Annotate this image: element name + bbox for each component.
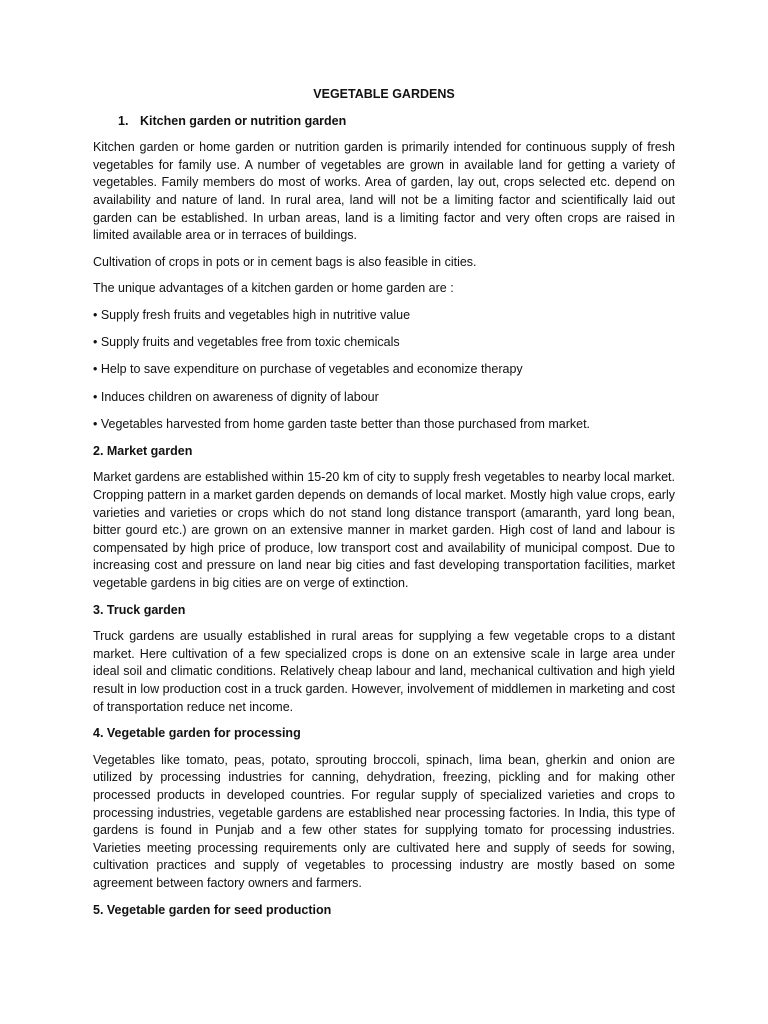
section-heading-text: Kitchen garden or nutrition garden xyxy=(140,113,347,128)
bullet-item: • Help to save expenditure on purchase of vegetables and economize therapy xyxy=(93,362,523,377)
document-title: VEGETABLE GARDENS xyxy=(313,87,455,101)
paragraph: Kitchen garden or home garden or nutrition garden is primarily intended for continuous supply of fresh vegetables for family use. A number of vegetables are grown in available land for getting a variety of vegetables. Family members do most of works. Area of garden, lay out, crops selected etc. depend on availability and nature of land. In rural area, land will not be a limiting factor and scientifically laid out garden can be established. In urban areas, land is a limiting factor and very often crops are raised in limited available area or in terraces of buildings. xyxy=(93,140,675,243)
bullet-item: • Supply fruits and vegetables free from toxic chemicals xyxy=(93,335,400,350)
bullet-item: • Supply fresh fruits and vegetables high in nutritive value xyxy=(93,307,411,322)
document-page xyxy=(93,86,675,928)
bullet-item: • Induces children on awareness of dignity of labour xyxy=(93,389,379,404)
paragraph: The unique advantages of a kitchen garden or home garden are : xyxy=(93,281,454,296)
section-heading-kitchen-garden xyxy=(118,113,675,131)
paragraph: Market gardens are established within 15-20 km of city to supply fresh vegetables to nearby local market. Cropping pattern in a market garden depends on demands of local market. Mostly high value crops, early varieties and varieties or crops which do not stand long distance transport (amaranth, yard long bean, bitter gourd etc.) are grown on an extensive manner in market garden. High cost of land and labour is compensated by high price of produce, low transport cost and availability of municipal compost. Due to increasing cost and pressure on land near big cities and fast developing transportation facilities, market vegetable gardens in big cities are on verge of extinction. xyxy=(93,470,675,591)
section-heading-market-garden: 2. Market garden xyxy=(93,443,193,458)
paragraph: Vegetables like tomato, peas, potato, sprouting broccoli, spinach, lima bean, gherkin and onion are utilized by processing industries for canning, dehydration, freezing, pickling and for making other processed products in developed countries. For regular supply of specialized varieties and crops to processing industries, vegetable gardens are established near processing factories. In India, this type of gardens is found in Punjab and a few other states for supplying tomato for processing industries. Varieties meeting processing requirements only are cultivated here and supply of seeds for sowing, cultivation practices and supply of vegetables to processing industry are mostly based on some agreement between factory owners and farmers. xyxy=(93,752,675,890)
bullet-item: • Vegetables harvested from home garden taste better than those purchased from market. xyxy=(93,416,591,431)
section-heading-seed-production: 5. Vegetable garden for seed production xyxy=(93,902,332,917)
section-number: 1. xyxy=(118,113,129,128)
section-heading-truck-garden: 3. Truck garden xyxy=(93,602,186,617)
section-heading-processing-garden: 4. Vegetable garden for processing xyxy=(93,726,301,741)
paragraph: Cultivation of crops in pots or in cement bags is also feasible in cities. xyxy=(93,254,477,269)
paragraph: Truck gardens are usually established in rural areas for supplying a few vegetable crops to a distant market. Here cultivation of a few specialized crops is done on an extensive scale in large area under ideal soil and climatic conditions. Relatively cheap labour and land, mechanical cultivation and high yield result in low production cost in a truck garden. However, involvement of middlemen in marketing and cost of transportation reduce net income. xyxy=(93,629,675,714)
